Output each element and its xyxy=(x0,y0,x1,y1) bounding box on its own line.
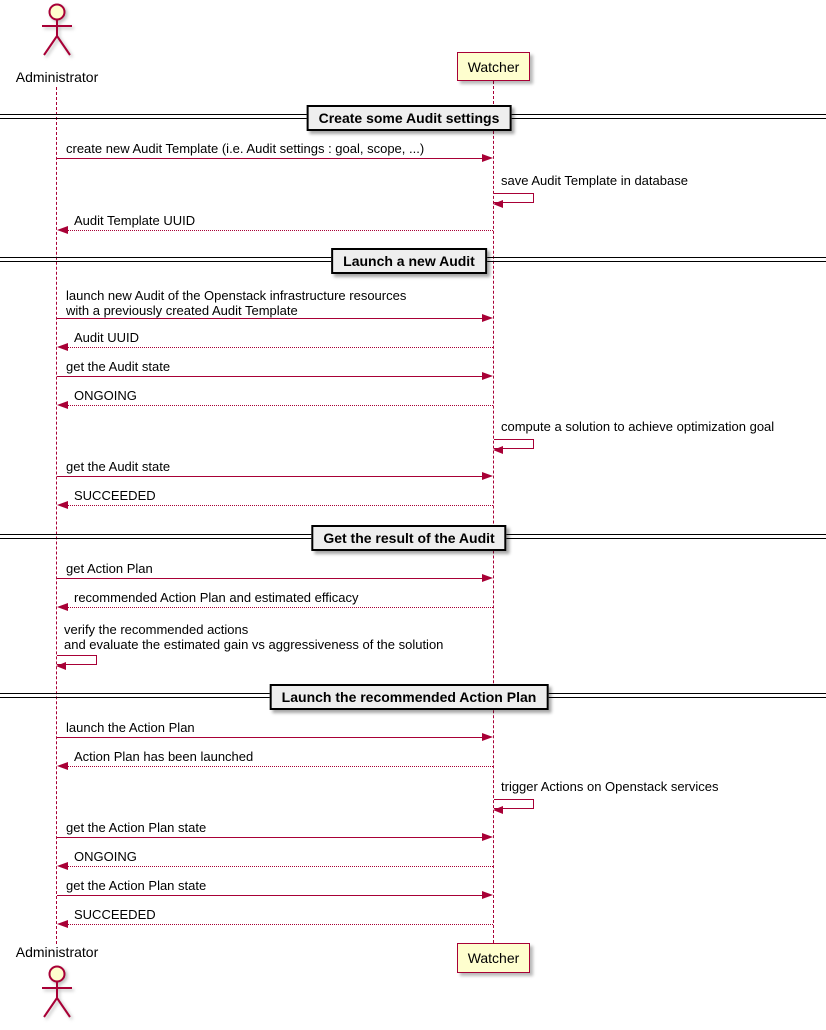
divider-label: Launch the recommended Action Plan xyxy=(281,689,537,705)
participant-watcher-bottom xyxy=(457,943,530,973)
divider-label: Create some Audit settings xyxy=(318,110,500,126)
message-15-arrow xyxy=(68,766,493,767)
lifeline-administrator xyxy=(56,87,57,944)
message-13-label-line2: and evaluate the estimated gain vs aggressiveness of the solution xyxy=(64,637,444,652)
participant-watcher-top-label: Watcher xyxy=(467,58,520,75)
divider-launch-the-recommended-action-plan xyxy=(270,684,549,710)
message-5-arrow xyxy=(68,347,493,348)
message-13-label-line1: verify the recommended actions xyxy=(64,622,249,637)
actor-label-administrator-bottom: Administrator xyxy=(15,944,99,960)
lifeline-watcher xyxy=(493,81,494,943)
participant-watcher-top xyxy=(457,52,530,81)
message-1-arrow xyxy=(57,158,482,159)
message-18-label: ONGOING xyxy=(74,849,137,864)
message-5-label: Audit UUID xyxy=(74,330,140,345)
message-8-label: compute a solution to achieve optimization goal xyxy=(501,419,775,434)
message-10-label: SUCCEEDED xyxy=(74,488,156,503)
message-4-label-line2: with a previously created Audit Template xyxy=(66,303,298,318)
message-4-label-line1: launch new Audit of the Openstack infrastructure resources xyxy=(66,288,407,303)
message-9-label: get the Audit state xyxy=(66,459,171,474)
message-12-label: recommended Action Plan and estimated efficacy xyxy=(74,590,359,605)
message-15-label: Action Plan has been launched xyxy=(74,749,254,764)
message-6-label: get the Audit state xyxy=(66,359,171,374)
message-3-label: Audit Template UUID xyxy=(74,213,196,228)
actor-label-administrator-top: Administrator xyxy=(15,69,99,85)
message-8-self-arrow xyxy=(494,439,534,449)
message-19-label: get the Action Plan state xyxy=(66,878,207,893)
message-14-label: launch the Action Plan xyxy=(66,720,195,735)
message-20-label: SUCCEEDED xyxy=(74,907,156,922)
message-2-label: save Audit Template in database xyxy=(501,173,688,188)
administrator-actor-icon-bottom xyxy=(34,962,80,1024)
message-6-arrow xyxy=(57,376,482,377)
administrator-actor-icon-top xyxy=(34,3,80,59)
divider-get-the-result-of-the-audit xyxy=(311,525,506,551)
message-16-self-arrow xyxy=(494,799,534,809)
participant-watcher-bottom-label: Watcher xyxy=(467,950,520,966)
message-11-label: get Action Plan xyxy=(66,561,153,576)
message-17-label: get the Action Plan state xyxy=(66,820,207,835)
divider-launch-a-new-audit xyxy=(331,248,487,274)
message-17-arrow xyxy=(57,837,482,838)
message-13-self-arrow xyxy=(57,655,97,665)
message-9-arrow xyxy=(57,476,482,477)
message-4-arrow xyxy=(57,318,482,319)
divider-label: Launch a new Audit xyxy=(343,253,475,269)
message-19-arrow xyxy=(57,895,482,896)
message-20-arrow xyxy=(68,924,493,925)
message-16-label: trigger Actions on Openstack services xyxy=(501,779,719,794)
message-10-arrow xyxy=(68,505,493,506)
message-7-label: ONGOING xyxy=(74,388,137,403)
message-18-arrow xyxy=(68,866,493,867)
divider-label: Get the result of the Audit xyxy=(323,530,495,546)
message-11-arrow xyxy=(57,578,482,579)
message-12-arrow xyxy=(68,607,493,608)
message-7-arrow xyxy=(68,405,493,406)
message-2-self-arrow xyxy=(494,193,534,203)
message-3-arrow xyxy=(68,230,493,231)
message-1-label: create new Audit Template (i.e. Audit settings : goal, scope, ...) xyxy=(66,141,425,156)
message-14-arrow xyxy=(57,737,482,738)
divider-create-some-audit-settings xyxy=(307,105,512,131)
